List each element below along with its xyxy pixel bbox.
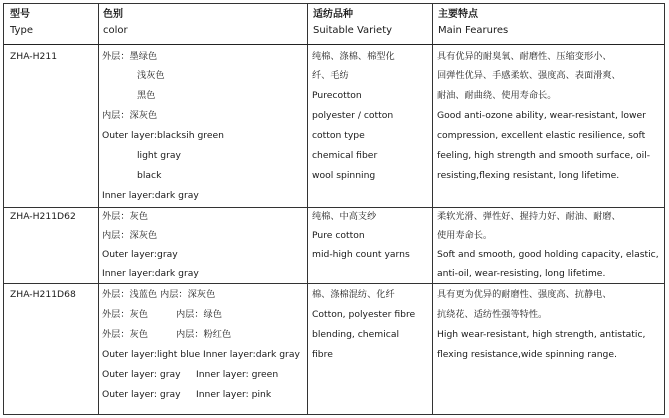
header-type-zh: 型号 (10, 9, 30, 20)
feature-line: 柔软光滑、弹性好、握持力好、耐油、耐磨、 (437, 211, 621, 222)
color-line: light gray (137, 150, 181, 161)
color-line: 外层：墨绿色 (102, 51, 158, 62)
feature-line: 具有更为优异的耐磨性、强度高、抗静电、 (437, 289, 612, 300)
column-divider (307, 4, 308, 414)
variety-line: chemical fiber (312, 150, 378, 161)
variety-line: 纯棉、涤棉、棉型化 (312, 51, 395, 62)
variety-line: fibre (312, 349, 333, 360)
color-line: Outer layer: gray (102, 389, 181, 400)
color-line: 内层：深灰色 (102, 230, 158, 241)
feature-line: 具有优异的耐臭氧、耐磨性、压缩变形小、 (437, 51, 612, 62)
feature-line: feeling, high strength and smooth surface, oil- (437, 150, 651, 161)
color-line: Outer layer: gray (102, 369, 181, 380)
color-line: 外层：灰色 (102, 211, 148, 222)
variety-line: wool spinning (312, 170, 376, 181)
color-line: 浅灰色 (137, 70, 165, 81)
spec-table (3, 3, 665, 415)
row-type: ZHA-H211D68 (10, 289, 76, 300)
header-variety-zh: 适纺品种 (313, 9, 353, 20)
feature-line: compression, excellent elastic resilience, soft (437, 130, 646, 141)
color-line: 外层：灰色 (102, 309, 148, 320)
color-line: Inner layer: green (196, 369, 279, 380)
variety-line: polyester / cotton (312, 110, 394, 121)
variety-line: mid-high count yarns (312, 249, 410, 260)
variety-line: 纤、毛纺 (312, 70, 349, 81)
color-line: 内层：深灰色 (102, 110, 158, 121)
feature-line: 抗绕花、适纺性强等特性。 (437, 309, 548, 320)
header-color-zh: 色别 (103, 9, 123, 20)
feature-line: anti-oil, wear-resisting, long lifetime. (437, 268, 606, 279)
header-color-en: color (103, 25, 128, 36)
row-type: ZHA-H211D62 (10, 211, 76, 222)
column-divider (98, 4, 99, 414)
color-line: Outer layer:blacksih green (102, 130, 224, 141)
row-divider (4, 207, 664, 208)
feature-line: Soft and smooth, good holding capacity, elastic, (437, 249, 659, 260)
feature-line: 耐油、耐曲绕、使用寿命长。 (437, 90, 557, 101)
header-divider (4, 44, 664, 45)
color-line: Inner layer:dark gray (102, 268, 199, 279)
feature-line: Good anti-ozone ability, wear-resistant, lower (437, 110, 646, 121)
color-line: 外层：灰色 (102, 329, 148, 340)
variety-line: cotton type (312, 130, 365, 141)
color-line: 外层：浅蓝色 内层：深灰色 (102, 289, 216, 300)
feature-line: resisting,flexing resistant, long lifetime. (437, 170, 620, 181)
header-variety-en: Suitable Variety (313, 25, 393, 36)
variety-line: 棉、涤棉混纺、化纤 (312, 289, 395, 300)
variety-line: Purecotton (312, 90, 362, 101)
row-type: ZHA-H211 (10, 51, 58, 62)
color-line: 黑色 (137, 90, 156, 101)
color-line: Outer layer:light blue Inner layer:dark gray (102, 349, 300, 360)
color-line: black (137, 170, 162, 181)
feature-line: 使用寿命长。 (437, 230, 493, 241)
column-divider (432, 4, 433, 414)
color-line: Inner layer:dark gray (102, 190, 199, 201)
variety-line: Pure cotton (312, 230, 365, 241)
row-divider (4, 283, 664, 284)
color-line: 内层：绿色 (176, 309, 222, 320)
variety-line: Cotton, polyester fibre (312, 309, 416, 320)
color-line: 内层：粉红色 (176, 329, 232, 340)
feature-line: 回弹性优异、手感柔软、强度高、表面滑爽、 (437, 70, 621, 81)
feature-line: High wear-resistant, high strength, antistatic, (437, 329, 646, 340)
header-features-zh: 主要特点 (438, 9, 478, 20)
header-type-en: Type (10, 25, 33, 36)
color-line: Inner layer: pink (196, 389, 272, 400)
color-line: Outer layer:gray (102, 249, 178, 260)
header-features-en: Main Fearures (438, 25, 509, 36)
feature-line: flexing resistance,wide spinning range. (437, 349, 617, 360)
variety-line: 纯棉、中高支纱 (312, 211, 377, 222)
variety-line: blending, chemical (312, 329, 400, 340)
